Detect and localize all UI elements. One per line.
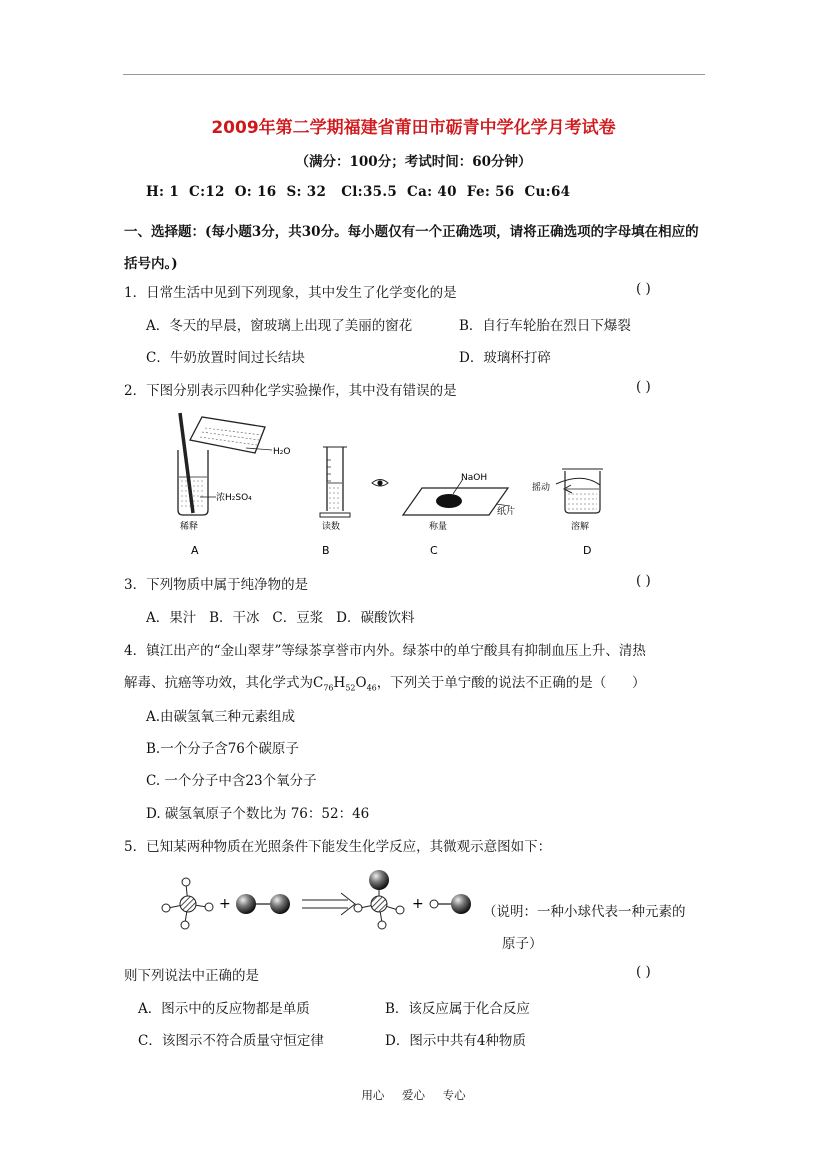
figure-a-dilution bbox=[178, 413, 290, 557]
question-5-lead: 则下列说法中正确的是 bbox=[124, 968, 259, 984]
question-5-answer-paren[interactable]: ( ) bbox=[636, 964, 651, 980]
formula-h-sub: 52 bbox=[345, 683, 356, 693]
diagram-note-line-1: （说明：一种小球代表一种元素的 bbox=[483, 904, 686, 920]
caption-dilution: 稀释 bbox=[180, 522, 199, 532]
plus-sign-1: + bbox=[219, 896, 231, 912]
figure-c-weighing bbox=[403, 473, 515, 557]
lab-operations-figure bbox=[160, 405, 620, 560]
question-3-options: A．果汁 B．干冰 C．豆浆 D．碳酸饮料 bbox=[146, 610, 415, 626]
question-3-stem: 3．下列物质中属于纯净物的是 bbox=[124, 577, 309, 593]
figure-d-dissolving bbox=[532, 469, 603, 557]
question-5-option-d: D．图示中共有4种物质 bbox=[385, 1033, 526, 1049]
caption-dissolving: 溶解 bbox=[571, 522, 590, 532]
diagram-note-line-2: 原子） bbox=[502, 936, 543, 952]
question-4-stem-post: ，下列关于单宁酸的说法不正确的是（ ） bbox=[376, 675, 646, 691]
reaction-arrow bbox=[302, 893, 355, 915]
question-5-option-c: C．该图示不符合质量守恒定律 bbox=[138, 1033, 324, 1049]
header-rule bbox=[123, 74, 705, 75]
atomic-masses: H: 1 C:12 O: 16 S: 32 Cl:35.5 Ca: 40 Fe: 56 Cu:64 bbox=[146, 184, 571, 200]
section-heading: 一、选择题：(每小题3分，共30分。每小题仅有一个正确选项，请将正确选项的字母填在相应的括号内。) bbox=[124, 224, 699, 272]
question-5-option-a: A．图示中的反应物都是单质 bbox=[138, 1001, 310, 1017]
formula-h: H bbox=[333, 675, 346, 691]
question-2-answer-paren[interactable]: ( ) bbox=[636, 379, 651, 395]
page-footer: 用心 爱心 专心 bbox=[361, 1088, 466, 1102]
product-molecule-1 bbox=[354, 870, 404, 929]
label-paper: 纸片 bbox=[497, 507, 516, 517]
figure-letter-d: D bbox=[583, 544, 592, 557]
product-molecule-2 bbox=[430, 894, 471, 914]
caption-reading: 读数 bbox=[322, 522, 341, 532]
tannic-acid-formula bbox=[313, 675, 377, 691]
reactant-molecule-1 bbox=[162, 878, 213, 929]
figure-letter-a: A bbox=[191, 544, 199, 557]
label-h2o: H₂O bbox=[273, 447, 291, 457]
question-4-stem-line-1: 4．镇江出产的“金山翠芽”等绿茶享誉市内外。绿茶中的单宁酸具有抑制血压上升、清热 bbox=[124, 643, 646, 659]
question-4-stem-line-2 bbox=[124, 671, 646, 693]
question-4-stem-pre: 解毒、抗癌等功效，其化学式为 bbox=[124, 675, 313, 691]
reaction-micro-diagram bbox=[158, 866, 503, 932]
label-conc-h2so4: 浓H₂SO₄ bbox=[216, 493, 252, 503]
figure-letter-c: C bbox=[430, 544, 438, 557]
question-5-option-b: B．该反应属于化合反应 bbox=[385, 1001, 530, 1017]
figure-b-reading bbox=[320, 447, 388, 557]
question-1-option-d: D．玻璃杯打碎 bbox=[459, 350, 551, 366]
formula-o: O bbox=[355, 675, 367, 691]
reactant-molecule-2 bbox=[236, 894, 290, 914]
caption-weighing: 称量 bbox=[429, 522, 448, 532]
question-1-option-a: A．冬天的早晨，窗玻璃上出现了美丽的窗花 bbox=[146, 318, 413, 334]
exam-info: （满分：100分；考试时间：60分钟） bbox=[295, 154, 532, 170]
question-1-answer-paren[interactable]: ( ) bbox=[636, 281, 651, 297]
label-naoh: NaOH bbox=[461, 473, 488, 483]
figure-letter-b: B bbox=[322, 544, 330, 557]
formula-o-sub: 46 bbox=[366, 683, 377, 693]
formula-c-sub: 76 bbox=[323, 683, 334, 693]
question-4-option-b: B.一个分子含76个碳原子 bbox=[146, 741, 299, 757]
question-3-answer-paren[interactable]: ( ) bbox=[636, 573, 651, 589]
question-4-option-c: C. 一个分子中含23个氧分子 bbox=[146, 773, 317, 789]
question-1-stem: 1．日常生活中见到下列现象，其中发生了化学变化的是 bbox=[124, 285, 457, 301]
question-4-option-d: D. 碳氢氧原子个数比为 76：52：46 bbox=[146, 806, 370, 822]
question-4-option-a: A.由碳氢氧三种元素组成 bbox=[146, 709, 296, 725]
question-2-stem: 2．下图分别表示四种化学实验操作，其中没有错误的是 bbox=[124, 383, 457, 399]
question-1-option-b: B．自行车轮胎在烈日下爆裂 bbox=[459, 318, 631, 334]
question-1-option-c: C．牛奶放置时间过长结块 bbox=[146, 350, 305, 366]
question-5-stem: 5．已知某两种物质在光照条件下能发生化学反应，其微观示意图如下： bbox=[124, 839, 552, 855]
label-shake: 摇动 bbox=[532, 483, 551, 493]
formula-c: C bbox=[313, 675, 324, 691]
plus-sign-2: + bbox=[412, 896, 424, 912]
page-title: 2009年第二学期福建省莆田市砺青中学化学月考试卷 bbox=[211, 118, 616, 138]
